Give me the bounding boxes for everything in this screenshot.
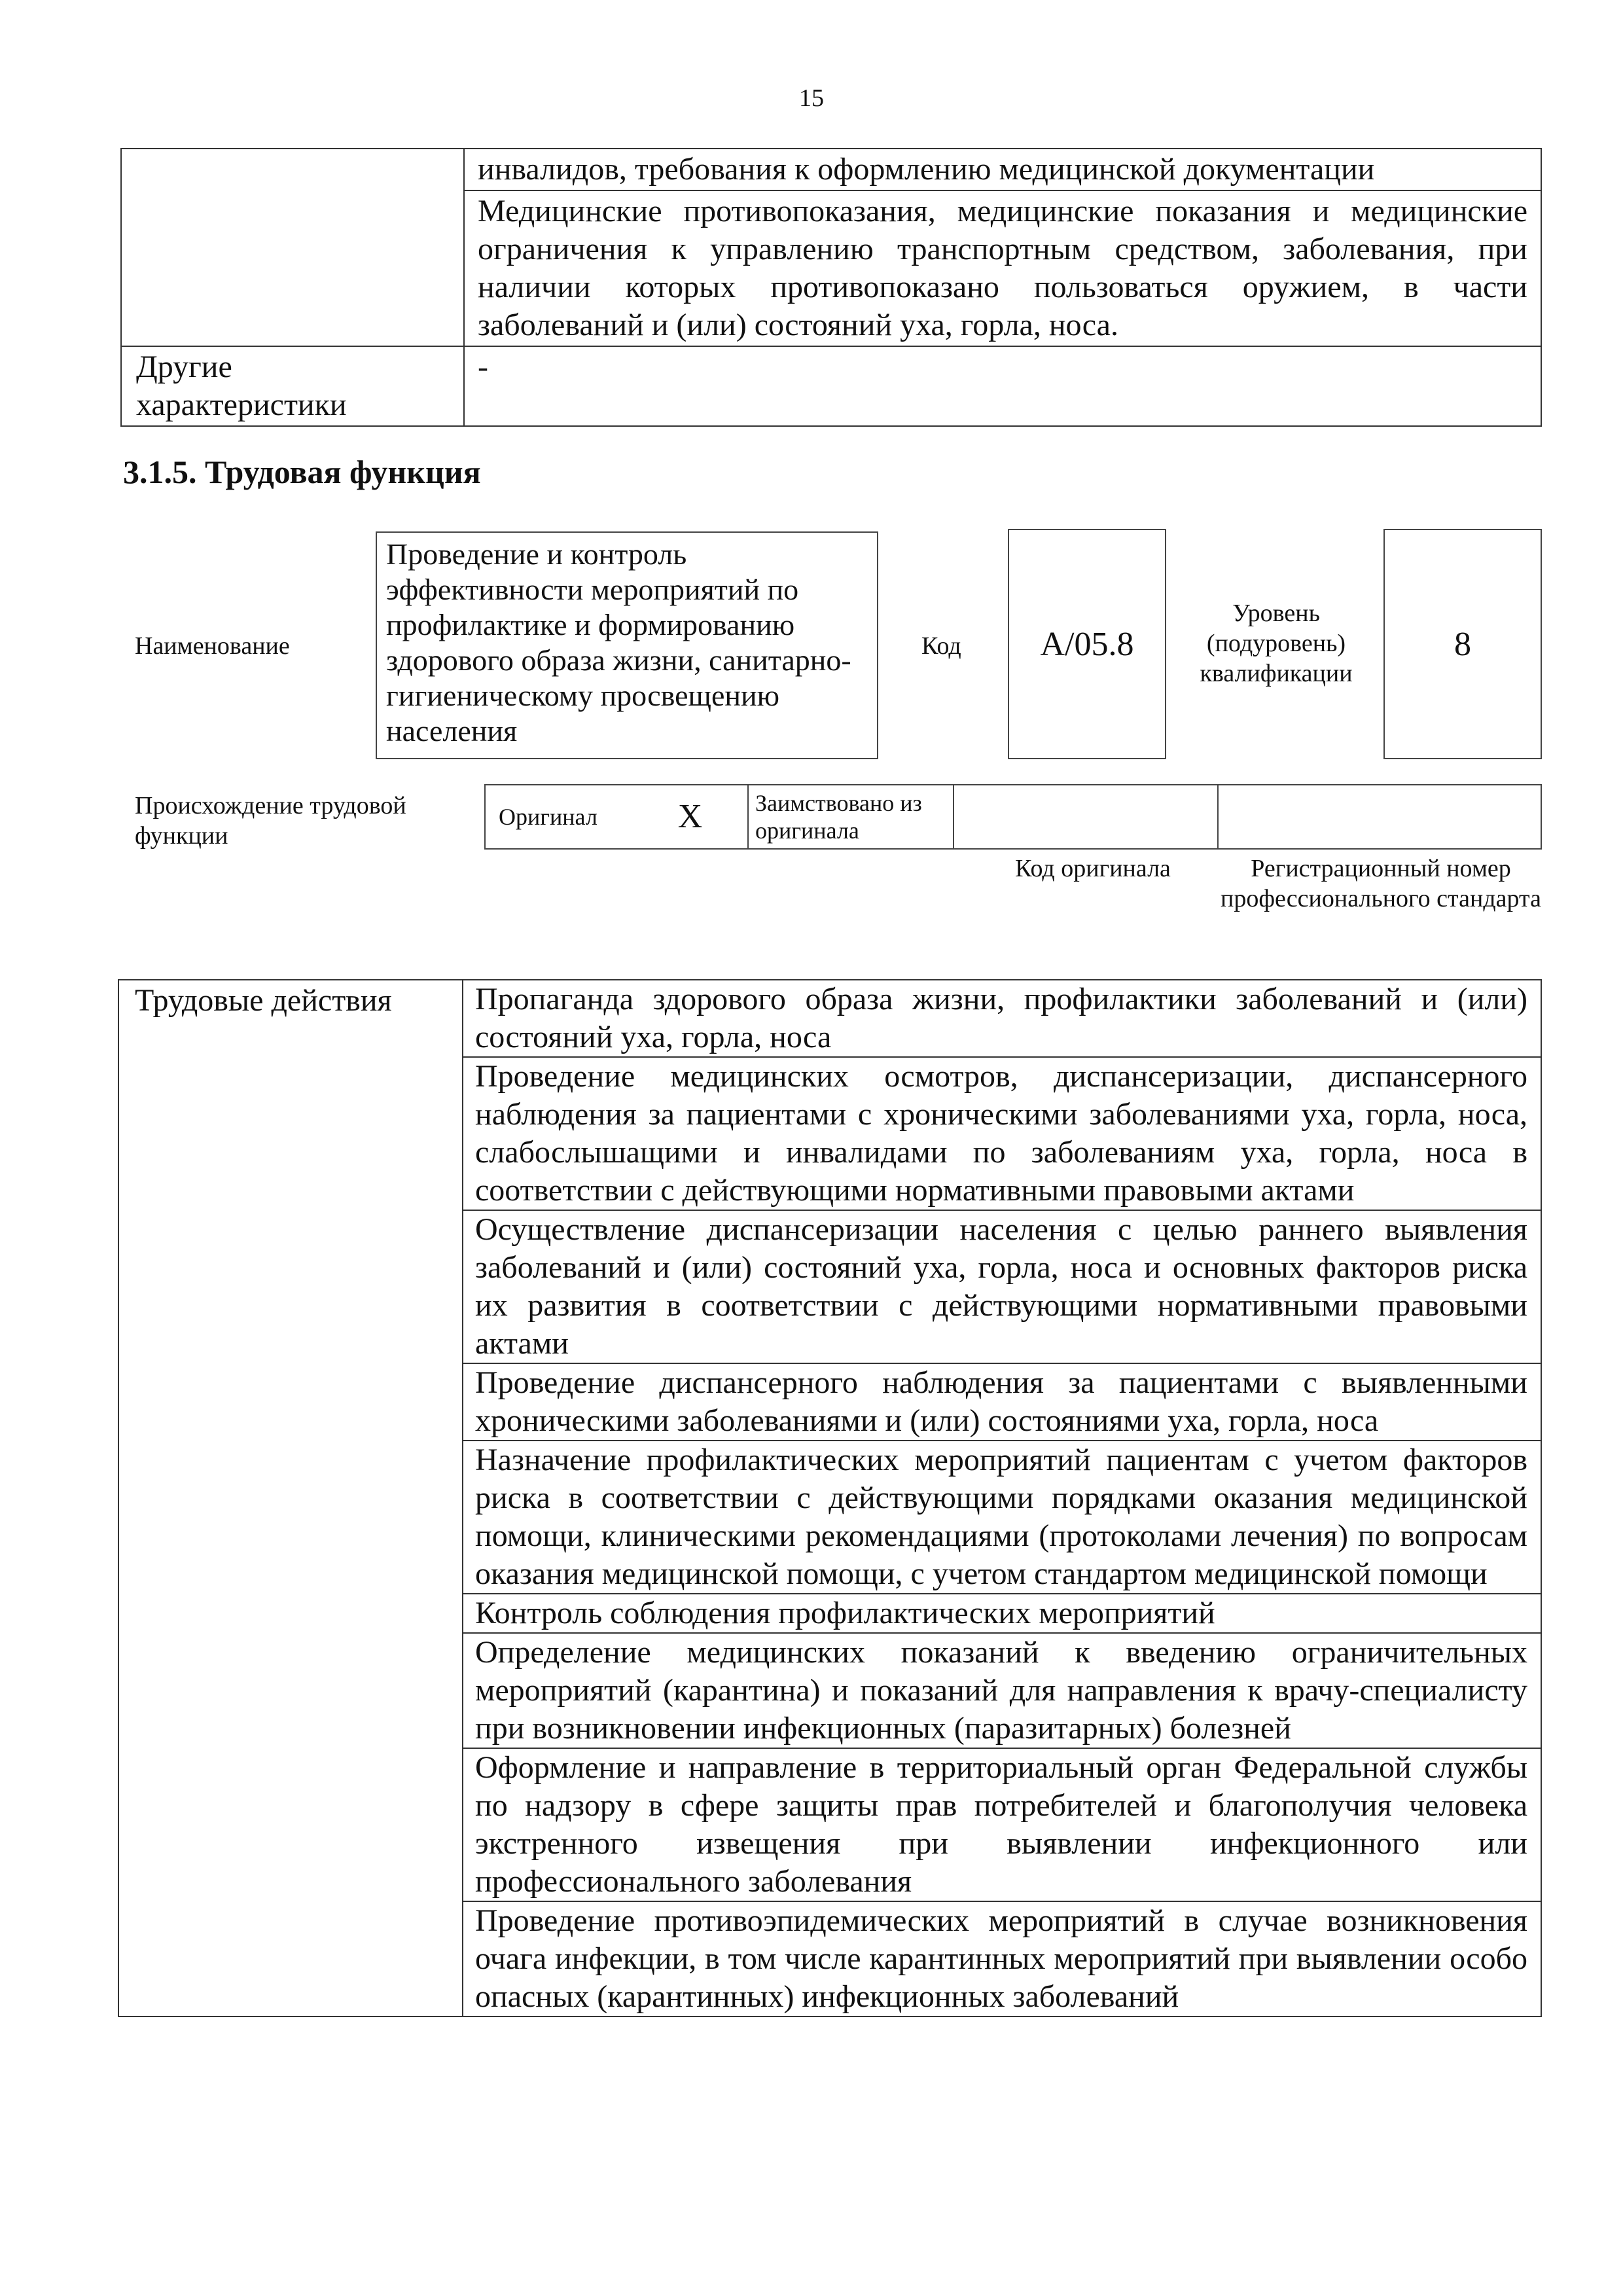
table-cell: Медицинские противопоказания, медицинские показания и медицинские ограничения к управлению транспортным средством, заболевания, при наличии которых противопоказано пользоваться оружием, в части заболеваний и (или) состояний уха, горла, носа. <box>464 190 1541 346</box>
borrowed-label: Заимствовано из оригинала <box>748 785 954 849</box>
table-row <box>118 980 1541 1057</box>
code-value: A/05.8 <box>1040 625 1134 663</box>
level-label: Уровень (подуровень) квалификации <box>1200 600 1353 687</box>
code-box <box>1008 529 1166 759</box>
function-name-value: Проведение и контроль эффективности мероприятий по профилактике и формированию здорового образа жизни, санитарно-гигиеническому просвещению населения <box>386 537 851 747</box>
reg-number-cell <box>1218 785 1541 849</box>
list-item: Проведение противоэпидемических мероприятий в случае возникновения очага инфекции, в том числе карантинных мероприятий при выявлении особо опасных (карантинных) инфекционных заболеваний <box>463 1901 1541 2017</box>
list-item: Пропаганда здорового образа жизни, профилактики заболеваний и (или) состояний уха, горла, носа <box>463 980 1541 1057</box>
list-item: Проведение медицинских осмотров, диспансеризации, диспансерного наблюдения за пациентами с хроническими заболеваниями уха, горла, носа, слабослышащими и инвалидами по заболеваниям уха, горла, носа в соответствии с действующими нормативными правовыми актами <box>463 1057 1541 1210</box>
list-item: Оформление и направление в территориальный орган Федеральной службы по надзору в сфере защиты прав потребителей и благополучия человека экстренного извещения при выявлении инфекционного или профессионального заболевания <box>463 1748 1541 1901</box>
original-mark: X <box>633 785 748 849</box>
code-label: Код <box>921 632 961 660</box>
function-name-box <box>376 531 878 759</box>
page-number: 15 <box>799 84 824 112</box>
level-box <box>1383 529 1542 759</box>
work-actions-table <box>118 979 1542 2017</box>
level-value: 8 <box>1454 625 1471 663</box>
section-heading: 3.1.5. Трудовая функция <box>123 454 481 490</box>
work-actions-label: Трудовые действия <box>118 980 463 2017</box>
origin-table <box>484 784 1542 850</box>
list-item: Назначение профилактических мероприятий пациентам с учетом факторов риска в соответствии с действующими порядками оказания медицинской помощи, клиническими рекомендациями (протоколами лечения) по вопросам оказания медицинской помощи, с учетом стандартом медицинской помощи <box>463 1441 1541 1594</box>
original-code-caption: Код оригинала <box>1015 855 1171 882</box>
list-item: Проведение диспансерного наблюдения за пациентами с выявленными хроническими заболеваниями и (или) состояниями уха, горла, носа <box>463 1363 1541 1441</box>
table-row <box>485 785 1541 849</box>
list-item: Определение медицинских показаний к введению ограничительных мероприятий (карантина) и показаний для направления к врачу-специалисту при возникновении инфекционных (паразитарных) болезней <box>463 1633 1541 1748</box>
original-code-cell <box>954 785 1218 849</box>
name-label: Наименование <box>135 632 290 660</box>
empty-label-cell <box>121 149 464 346</box>
reg-number-caption: Регистрационный номер профессионального стандарта <box>1221 855 1541 912</box>
original-label: Оригинал <box>485 785 633 849</box>
table-row <box>121 346 1541 426</box>
other-characteristics-label: Другие характеристики <box>121 346 464 426</box>
top-characteristics-table <box>120 148 1542 427</box>
table-cell: инвалидов, требования к оформлению медицинской документации <box>464 149 1541 190</box>
table-row <box>121 149 1541 190</box>
list-item: Осуществление диспансеризации населения с целью раннего выявления заболеваний и (или) состояний уха, горла, носа и основных факторов риска их развития в соответствии с действующими нормативными правовыми актами <box>463 1210 1541 1363</box>
origin-label-text: Происхождение трудовой функции <box>135 792 406 850</box>
other-characteristics-value: - <box>464 346 1541 426</box>
list-item: Контроль соблюдения профилактических мероприятий <box>463 1594 1541 1633</box>
origin-label <box>135 791 475 851</box>
